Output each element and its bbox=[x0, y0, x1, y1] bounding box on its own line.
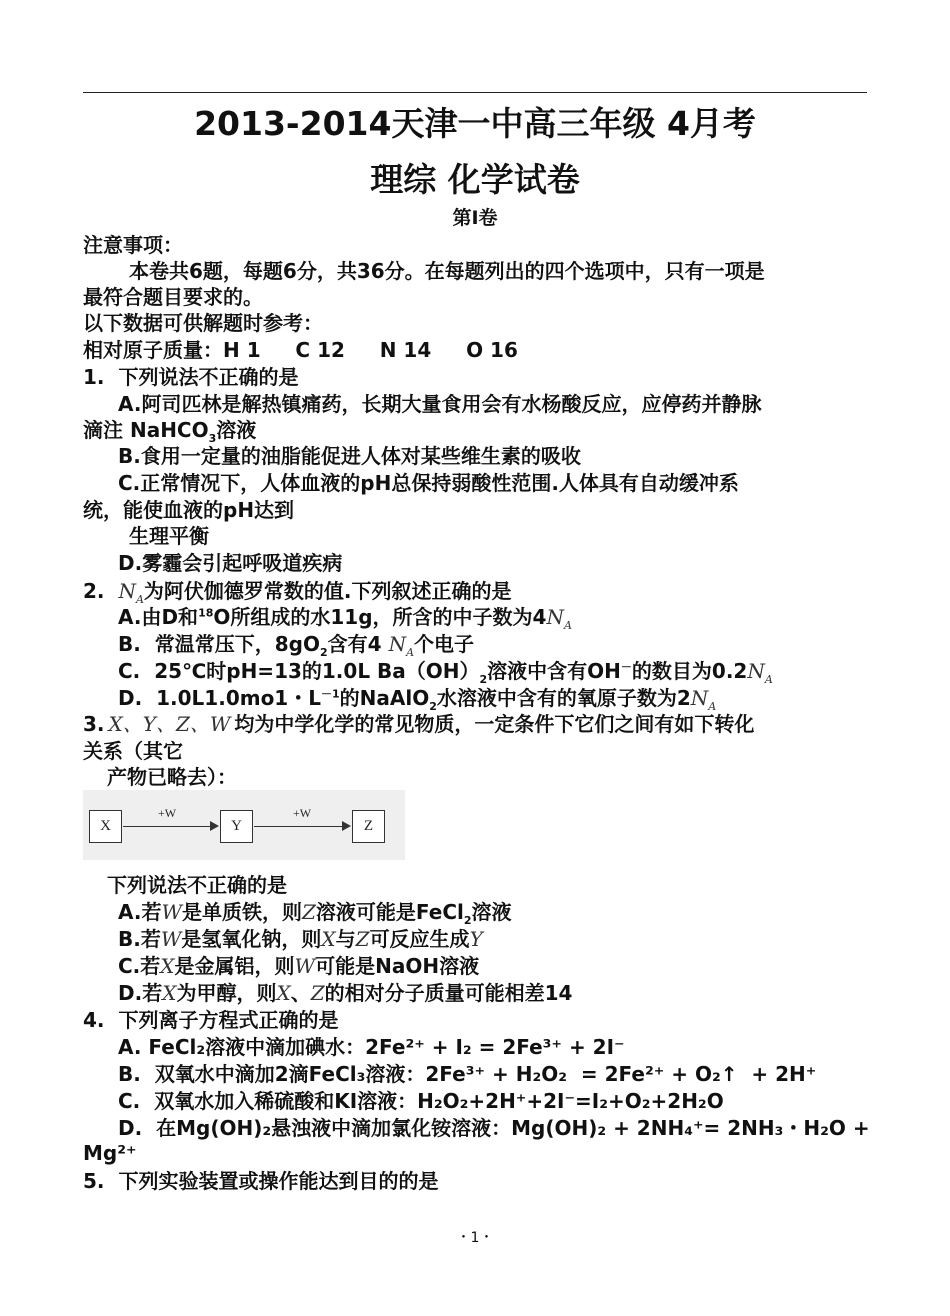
q5-stem: 5. 下列实验装置或操作能达到目的的是 bbox=[83, 1169, 439, 1193]
q4-option-b: B. 双氧水中滴加2滴FeCl₃溶液：2Fe³⁺ + H₂O₂ = 2Fe²⁺ + O₂↑ + 2H⁺ bbox=[118, 1062, 817, 1086]
top-rule bbox=[83, 92, 867, 93]
q3-option-b: B.若W是氢氧化钠，则X与Z可反应生成Y bbox=[118, 927, 483, 951]
q1-option-b: B.食用一定量的油脂能促进人体对某些维生素的吸收 bbox=[118, 444, 581, 468]
q3-sub-stem: 下列说法不正确的是 bbox=[107, 873, 287, 897]
q1-option-a-cont: 滴注 NaHCO$_3$溶液 bbox=[83, 418, 257, 445]
node-y: Y bbox=[220, 810, 253, 843]
q3-option-a: A.若W是单质铁，则Z溶液可能是FeCl$_2$溶液 bbox=[118, 900, 512, 927]
atomic-mass-line: 相对原子质量：H 1 C 12 N 14 O 16 bbox=[83, 338, 518, 362]
q2-option-c: C. 25℃时pH=13的1.0L $Ba(OH)_2$溶液中含有OH－的数目为$0.2N_A$ bbox=[118, 659, 773, 686]
q2-option-b: B. 常温常压下，$8gO_2$含有4 $N_A$个电子 bbox=[118, 632, 475, 659]
q3-option-c: C.若X是金属铝，则W可能是NaOH溶液 bbox=[118, 954, 480, 978]
q2-stem: 2. $N_A$为阿伏伽德罗常数的值.下列叙述正确的是 bbox=[83, 579, 512, 606]
arrow-head-icon bbox=[210, 821, 219, 831]
volume-label: 第Ⅰ卷 bbox=[452, 207, 498, 229]
q4-option-d: D. 在Mg(OH)₂悬浊液中滴加氯化铵溶液：Mg(OH)₂ + 2NH₄⁺= 2NH₃・H₂O + bbox=[118, 1116, 870, 1140]
reference-heading: 以下数据可供解题时参考： bbox=[83, 311, 323, 335]
q4-stem: 4. 下列离子方程式正确的是 bbox=[83, 1008, 339, 1032]
conversion-diagram bbox=[83, 790, 405, 860]
arrow-x-y bbox=[123, 826, 211, 827]
exam-subtitle: 理综 化学试卷 bbox=[370, 160, 580, 199]
q2-option-d: D. 1.0L1.0mo1・$L^{-1}$的NaAlO$_2$水溶液中含有的氧原子数为$2N_A$ bbox=[118, 686, 717, 713]
q4-option-c: C. 双氧水加入稀硫酸和KI溶液：H₂O₂+2H⁺+2I⁻=I₂+O₂+2H₂O bbox=[118, 1089, 724, 1113]
node-z: Z bbox=[352, 810, 385, 843]
q1-option-c-cont: 统，能使血液的pH达到 bbox=[83, 498, 295, 522]
q1-option-c: C.正常情况下，人体血液的pH总保持弱酸性范围.人体具有自动缓冲系 bbox=[118, 471, 739, 495]
q1-stem: 1. 下列说法不正确的是 bbox=[83, 365, 299, 389]
q1-option-a: A.阿司匹林是解热镇痛药，长期大量食用会有水杨酸反应，应停药并静脉 bbox=[118, 392, 762, 416]
q1-option-d: D.雾霾会引起呼吸道疾病 bbox=[118, 551, 343, 575]
node-x: X bbox=[89, 810, 122, 843]
q4-option-d-cont: Mg²⁺ bbox=[83, 1141, 137, 1165]
q3-stem-cont2: 产物已略去）： bbox=[107, 765, 237, 789]
exam-title: 2013-2014天津一中高三年级 4月考 bbox=[194, 104, 756, 143]
page-number: ・1・ bbox=[456, 1230, 494, 1246]
notes-line-2: 最符合题目要求的。 bbox=[83, 285, 263, 309]
notes-heading: 注意事项： bbox=[83, 233, 183, 257]
q1-option-c-cont2: 生理平衡 bbox=[129, 524, 209, 548]
q2-option-a: A.由D和$^{18}$O所组成的水11g，所含的中子数为$4N_A$ bbox=[118, 605, 572, 632]
arrow-y-z bbox=[254, 826, 343, 827]
notes-line-1: 本卷共6题，每题6分，共36分。在每题列出的四个选项中，只有一项是 bbox=[129, 259, 765, 283]
q3-stem: 3. X、Y、Z、W 均为中学化学的常见物质，一定条件下它们之间有如下转化 bbox=[83, 712, 755, 736]
arrow-label-1: +W bbox=[158, 806, 177, 820]
q3-option-d: D.若X为甲醇，则X、Z的相对分子质量可能相差14 bbox=[118, 981, 573, 1005]
q4-option-a: A. FeCl₂溶液中滴加碘水：2Fe²⁺ + I₂ = 2Fe³⁺ + 2I⁻ bbox=[118, 1035, 625, 1059]
q3-stem-cont: 关系（其它 bbox=[83, 739, 183, 763]
arrow-head-icon bbox=[342, 821, 351, 831]
arrow-label-2: +W bbox=[293, 806, 312, 820]
